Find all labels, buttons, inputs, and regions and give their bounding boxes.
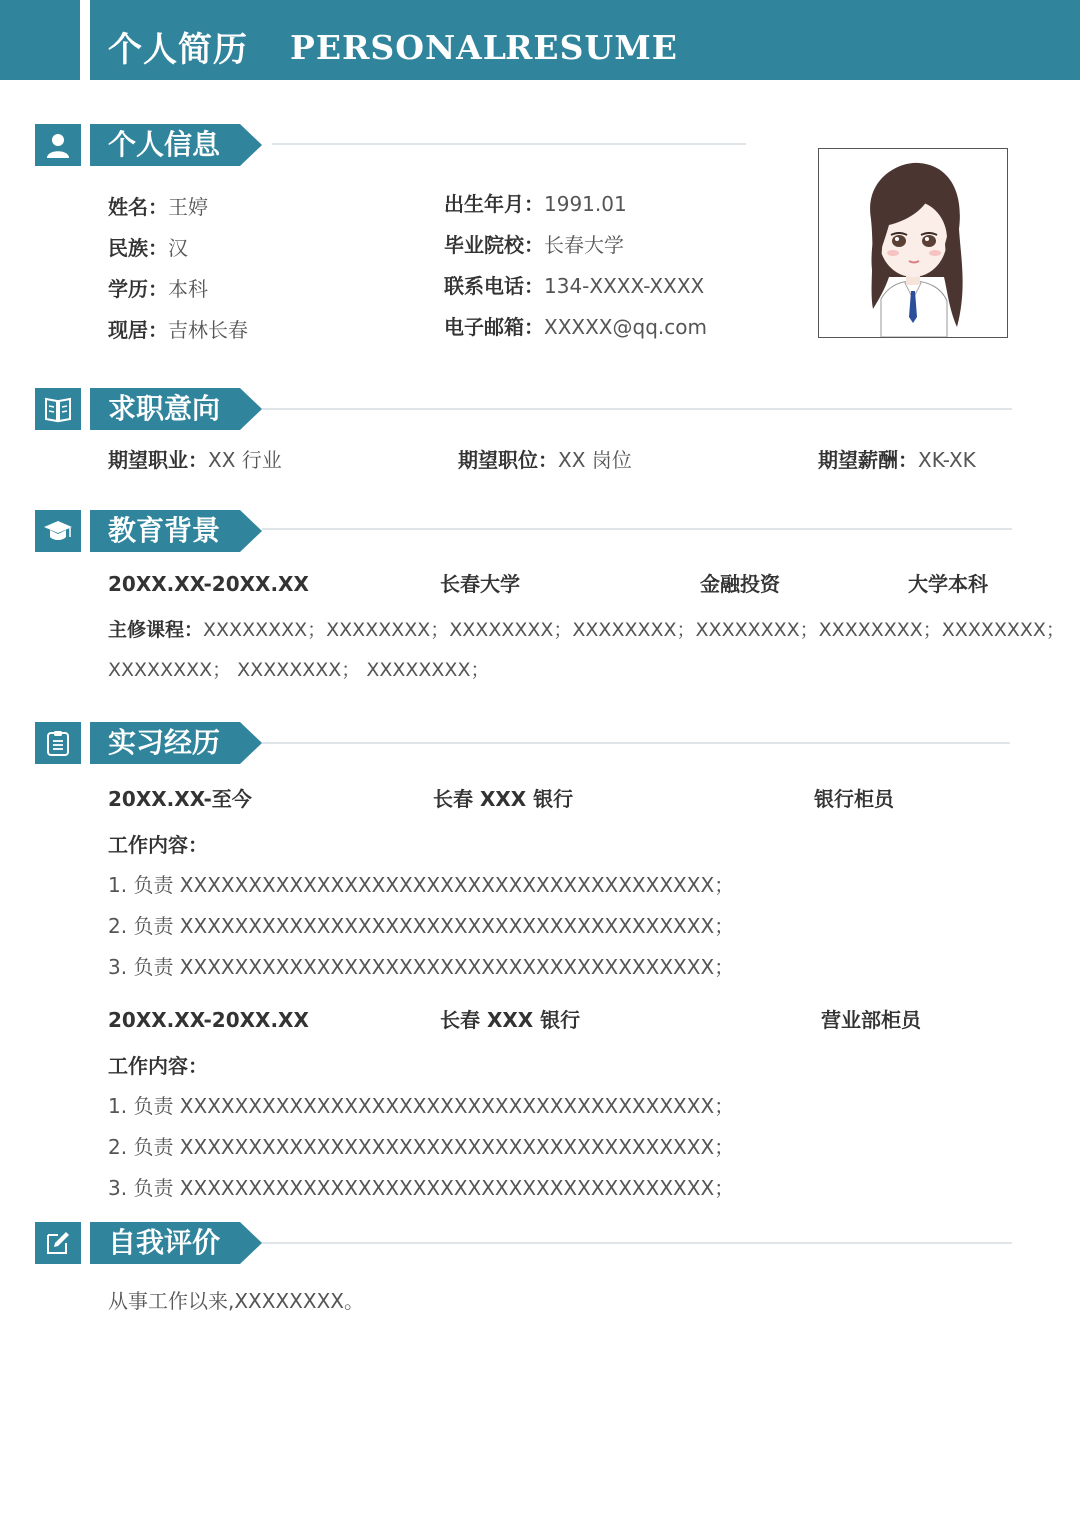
profile-photo [818, 148, 1008, 338]
ethnic-row [108, 235, 188, 261]
birth-row [444, 191, 627, 217]
degree-row [108, 276, 208, 302]
section-title-internship: 实习经历 [108, 726, 221, 759]
education-major: 金融投资 [700, 572, 780, 596]
job-row [108, 447, 282, 473]
internship-company: 长春 XXX 银行 [440, 1008, 581, 1032]
ethnic-value: 汉 [168, 236, 188, 260]
education-school: 长春大学 [440, 572, 520, 596]
avatar-illustration [819, 149, 1007, 337]
self-eval-text: 从事工作以来,XXXXXXXX。 [108, 1289, 364, 1313]
work-item: 2. 负责 XXXXXXXXXXXXXXXXXXXXXXXXXXXXXXXXXXXXXXX； [108, 1135, 735, 1159]
section-title-intent: 求职意向 [108, 392, 221, 425]
work-item: 1. 负责 XXXXXXXXXXXXXXXXXXXXXXXXXXXXXXXXXXXXXXX； [108, 1094, 735, 1118]
section-divider [262, 742, 1010, 744]
edit-icon [35, 1222, 81, 1264]
birth-value: 1991.01 [544, 192, 627, 216]
email-label: 电子邮箱： [444, 315, 544, 339]
salary-value: XK-XK [918, 448, 976, 472]
position-value: XX 岗位 [558, 448, 632, 472]
section-title-personal: 个人信息 [108, 128, 221, 161]
person-icon [35, 124, 81, 166]
internship-period: 20XX.XX-至今 [108, 787, 252, 811]
work-content-label: 工作内容： [108, 833, 208, 857]
job-value: XX 行业 [208, 448, 282, 472]
graduation-cap-icon [35, 510, 81, 552]
courses-line-1: XXXXXXXX；XXXXXXXX；XXXXXXXX；XXXXXXXX；XXXXXXXX；XXXXXXXX；XXXXXXXX； [203, 619, 1065, 641]
section-title-education: 教育背景 [108, 514, 221, 547]
birth-label: 出生年月： [444, 192, 544, 216]
degree-value: 本科 [168, 277, 208, 301]
residence-row [108, 317, 248, 343]
header-left-block [0, 0, 80, 80]
school-value: 长春大学 [544, 233, 624, 257]
internship-role: 银行柜员 [814, 787, 894, 811]
position-label: 期望职位： [458, 448, 558, 472]
clipboard-icon [35, 722, 81, 764]
salary-label: 期望薪酬： [818, 448, 918, 472]
job-label: 期望职业： [108, 448, 208, 472]
name-label: 姓名： [108, 195, 168, 219]
courses-label: 主修课程： [108, 619, 204, 641]
book-icon [35, 388, 81, 430]
courses-line-2: XXXXXXXX； XXXXXXXX； XXXXXXXX； [108, 659, 490, 681]
section-divider [262, 1242, 1012, 1244]
work-content-label: 工作内容： [108, 1054, 208, 1078]
school-label: 毕业院校： [444, 233, 544, 257]
work-item: 3. 负责 XXXXXXXXXXXXXXXXXXXXXXXXXXXXXXXXXXXXXXX； [108, 1176, 735, 1200]
section-divider [262, 528, 1012, 530]
school-row [444, 232, 624, 258]
residence-label: 现居： [108, 318, 168, 342]
email-value: XXXXX@qq.com [544, 315, 707, 339]
phone-value: 134-XXXX-XXXX [544, 274, 705, 298]
email-row [444, 314, 707, 340]
ethnic-label: 民族： [108, 236, 168, 260]
resume-title-cn: 个人简历 [108, 30, 248, 70]
position-row [458, 447, 632, 473]
section-title-self-eval: 自我评价 [108, 1226, 221, 1259]
section-divider [272, 143, 746, 145]
courses-row [108, 617, 1065, 643]
internship-role: 营业部柜员 [821, 1008, 921, 1032]
phone-label: 联系电话： [444, 274, 544, 298]
name-value: 王婷 [168, 195, 208, 219]
internship-period: 20XX.XX-20XX.XX [108, 1008, 309, 1032]
work-item: 1. 负责 XXXXXXXXXXXXXXXXXXXXXXXXXXXXXXXXXXXXXXX； [108, 873, 735, 897]
resume-title-en-2: RESUME [505, 28, 678, 67]
education-period: 20XX.XX-20XX.XX [108, 572, 309, 596]
residence-value: 吉林长春 [168, 318, 248, 342]
phone-row [444, 273, 704, 299]
section-divider [262, 408, 1012, 410]
name-row [108, 194, 208, 220]
resume-title-en-1: PERSONAL [290, 28, 507, 67]
work-item: 3. 负责 XXXXXXXXXXXXXXXXXXXXXXXXXXXXXXXXXXXXXXX； [108, 955, 735, 979]
education-level: 大学本科 [908, 572, 988, 596]
work-item: 2. 负责 XXXXXXXXXXXXXXXXXXXXXXXXXXXXXXXXXXXXXXX； [108, 914, 735, 938]
salary-row [818, 447, 976, 473]
internship-company: 长春 XXX 银行 [433, 787, 574, 811]
degree-label: 学历： [108, 277, 168, 301]
